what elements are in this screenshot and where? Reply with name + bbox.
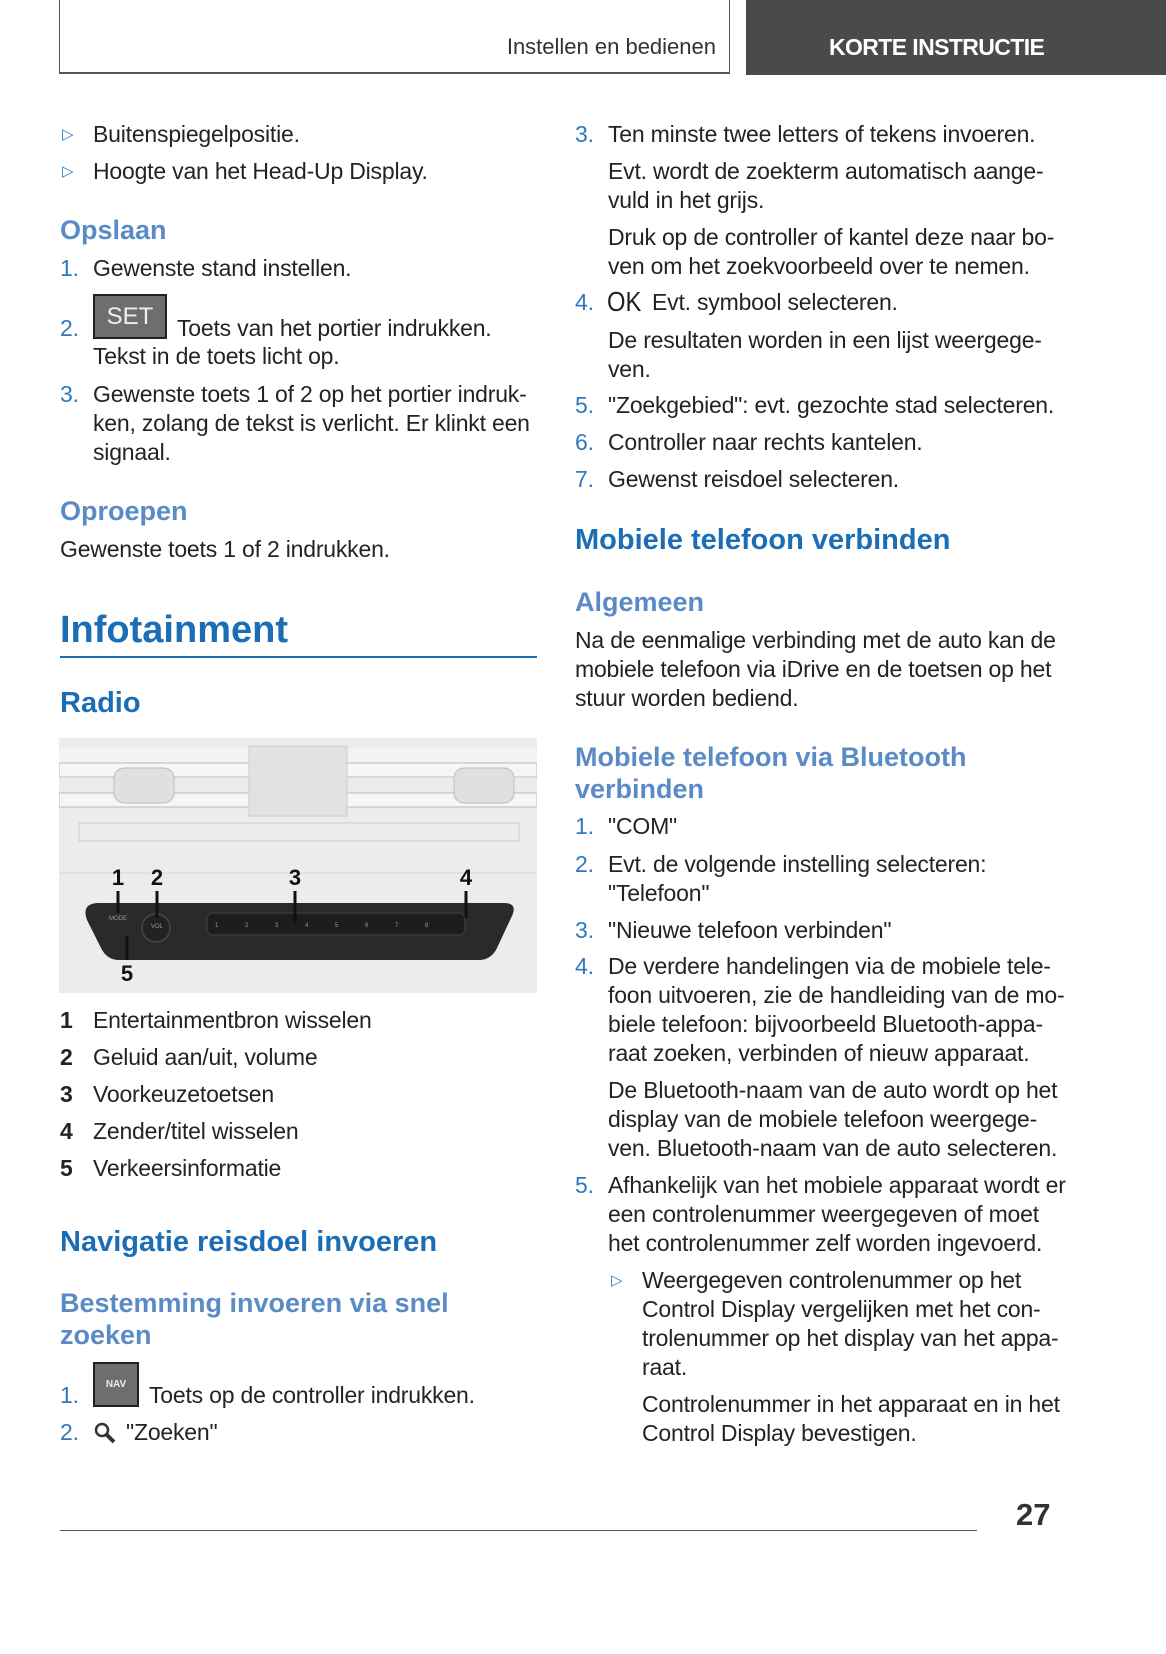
heading-bestemming: Bestemming invoeren via snel zoeken	[60, 1288, 449, 1350]
preset-label: 1	[215, 923, 219, 929]
step-paragraph: Druk op de controller of kantel deze naar bo- ven om het zoekvoorbeeld over te nemen.	[608, 224, 1055, 279]
paragraph: Na de eenmalige verbinding met de auto kan de mobiele telefoon via iDrive en de toetsen op het stuur worden bediend.	[575, 627, 1056, 711]
step-number: 1.	[575, 813, 594, 839]
callout-1: 1	[111, 865, 125, 890]
step-text: Toets op de controller indrukken.	[149, 1382, 475, 1408]
preset-label: 3	[275, 923, 279, 929]
step-number: 5.	[575, 392, 594, 418]
legend-text: Verkeersinformatie	[93, 1155, 282, 1181]
center-display	[249, 746, 347, 816]
header-chapter-title: KORTE INSTRUCTIE	[829, 34, 1045, 60]
bullet-text: Buitenspiegelpositie.	[93, 121, 300, 147]
step-number: 4.	[575, 953, 594, 979]
callout-3: 3	[288, 865, 302, 890]
step-number: 6.	[575, 429, 594, 455]
legend-number: 2	[60, 1044, 73, 1070]
heading-bluetooth: Mobiele telefoon via Bluetooth verbinden	[575, 742, 967, 804]
step-text: De verdere handelingen via de mobiele tele- foon uitvoeren, zie de handleiding van de mo- biele telefoon: bijvoorbeeld Bluetooth-appa- raat zoeken, verbinden of nieuw apparaat.	[608, 953, 1065, 1066]
step-number: 7.	[575, 466, 594, 492]
step-paragraph: Evt. wordt de zoekterm automatisch aange- vuld in het grijs.	[608, 158, 1044, 213]
step-number: 3.	[60, 381, 79, 407]
legend-number: 1	[60, 1007, 73, 1033]
legend-text: Geluid aan/uit, volume	[93, 1044, 318, 1070]
step-number: 3.	[575, 121, 594, 147]
bullet-icon: ▷	[62, 126, 74, 143]
legend-text: Entertainmentbron wisselen	[93, 1007, 372, 1033]
step-number: 4.	[575, 289, 594, 315]
step-number: 3.	[575, 917, 594, 943]
step-text: Afhankelijk van het mobiele apparaat wordt er een controlenummer weergegeven of moet het controlenummer zelf worden ingevoerd.	[608, 1172, 1066, 1256]
step-number: 2.	[575, 851, 594, 877]
search-icon	[93, 1421, 117, 1445]
step-text: Gewenste toets 1 of 2 op het portier indruk- ken, zolang de tekst is verlicht. Er klinkt een signaal.	[93, 381, 530, 465]
step-number: 1.	[60, 1382, 79, 1408]
step-number: 2.	[60, 315, 79, 341]
heading-navigatie: Navigatie reisdoel invoeren	[60, 1226, 438, 1258]
preset-label: 8	[425, 923, 429, 929]
step-text: "Zoeken"	[126, 1419, 218, 1445]
bullet-icon: ▷	[62, 163, 74, 180]
legend-text: Zender/titel wisselen	[93, 1118, 299, 1144]
legend-number: 4	[60, 1118, 73, 1144]
step-number: 1.	[60, 255, 79, 281]
step-text: Controller naar rechts kantelen.	[608, 429, 923, 455]
heading-radio: Radio	[60, 687, 141, 719]
step-text: Toets van het portier indrukken.	[177, 315, 492, 341]
step-text: Ten minste twee letters of tekens invoeren.	[608, 121, 1036, 147]
ok-symbol-icon: OK	[607, 286, 642, 317]
bullet-paragraph: Controlenummer in het apparaat en in het Control Display bevestigen.	[642, 1391, 1060, 1446]
mode-button-label: MODE	[109, 916, 127, 922]
chapter-rule	[60, 656, 537, 658]
callout-5: 5	[120, 961, 134, 986]
chapter-title-infotainment: Infotainment	[60, 609, 288, 651]
preset-label: 5	[335, 923, 339, 929]
vol-button-label: VOL	[151, 924, 164, 930]
preset-label: 6	[365, 923, 369, 929]
nav-key-icon	[93, 1362, 139, 1407]
preset-label: 7	[395, 923, 399, 929]
step-text: Gewenst reisdoel selecteren.	[608, 466, 899, 492]
set-key-icon	[93, 294, 167, 339]
bullet-text: Weergegeven controlenummer op het Control Display vergelijken met het con- trolenummer op het display van het appa- raat.	[642, 1267, 1059, 1380]
set-key-label: SET	[106, 302, 154, 330]
step-text: Evt. de volgende instelling selecteren: "Telefoon"	[608, 851, 987, 906]
legend-number: 5	[60, 1155, 73, 1181]
callout-4: 4	[459, 865, 473, 890]
heading-mobiele-telefoon: Mobiele telefoon verbinden	[575, 524, 951, 556]
heading-opslaan: Opslaan	[60, 215, 167, 245]
step-text: "COM"	[608, 813, 677, 839]
step-text: "Zoekgebied": evt. gezochte stad selecteren.	[608, 392, 1055, 418]
header-section-title: Instellen en bedienen	[506, 34, 716, 59]
page-number: 27	[1016, 1497, 1051, 1532]
step-paragraph: De Bluetooth-naam van de auto wordt op het display van de mobiele telefoon weergege- ven. Bluetooth-naam van de auto selecteren.	[608, 1077, 1058, 1161]
bullet-icon: ▷	[611, 1272, 623, 1289]
step-text: Evt. symbool selecteren.	[652, 289, 898, 315]
step-text-continued: Tekst in de toets licht op.	[93, 343, 340, 369]
heading-algemeen: Algemeen	[575, 587, 705, 617]
step-number: 5.	[575, 1172, 594, 1198]
callout-2: 2	[150, 865, 164, 890]
step-number: 2.	[60, 1419, 79, 1445]
footer-rule	[60, 1530, 977, 1531]
legend-text: Voorkeuzetoetsen	[93, 1081, 274, 1107]
bullet-text: Hoogte van het Head-Up Display.	[93, 158, 428, 184]
paragraph: Gewenste toets 1 of 2 indrukken.	[60, 536, 390, 562]
preset-label: 4	[305, 923, 309, 929]
step-paragraph: De resultaten worden in een lijst weergege- ven.	[608, 327, 1042, 382]
step-text: "Nieuwe telefoon verbinden"	[608, 917, 892, 943]
step-text: Gewenste stand instellen.	[93, 255, 352, 281]
heading-oproepen: Oproepen	[60, 496, 188, 526]
legend-number: 3	[60, 1081, 73, 1107]
nav-key-label: NAV	[105, 1379, 127, 1390]
radio-figure	[59, 738, 537, 993]
preset-label: 2	[245, 923, 249, 929]
